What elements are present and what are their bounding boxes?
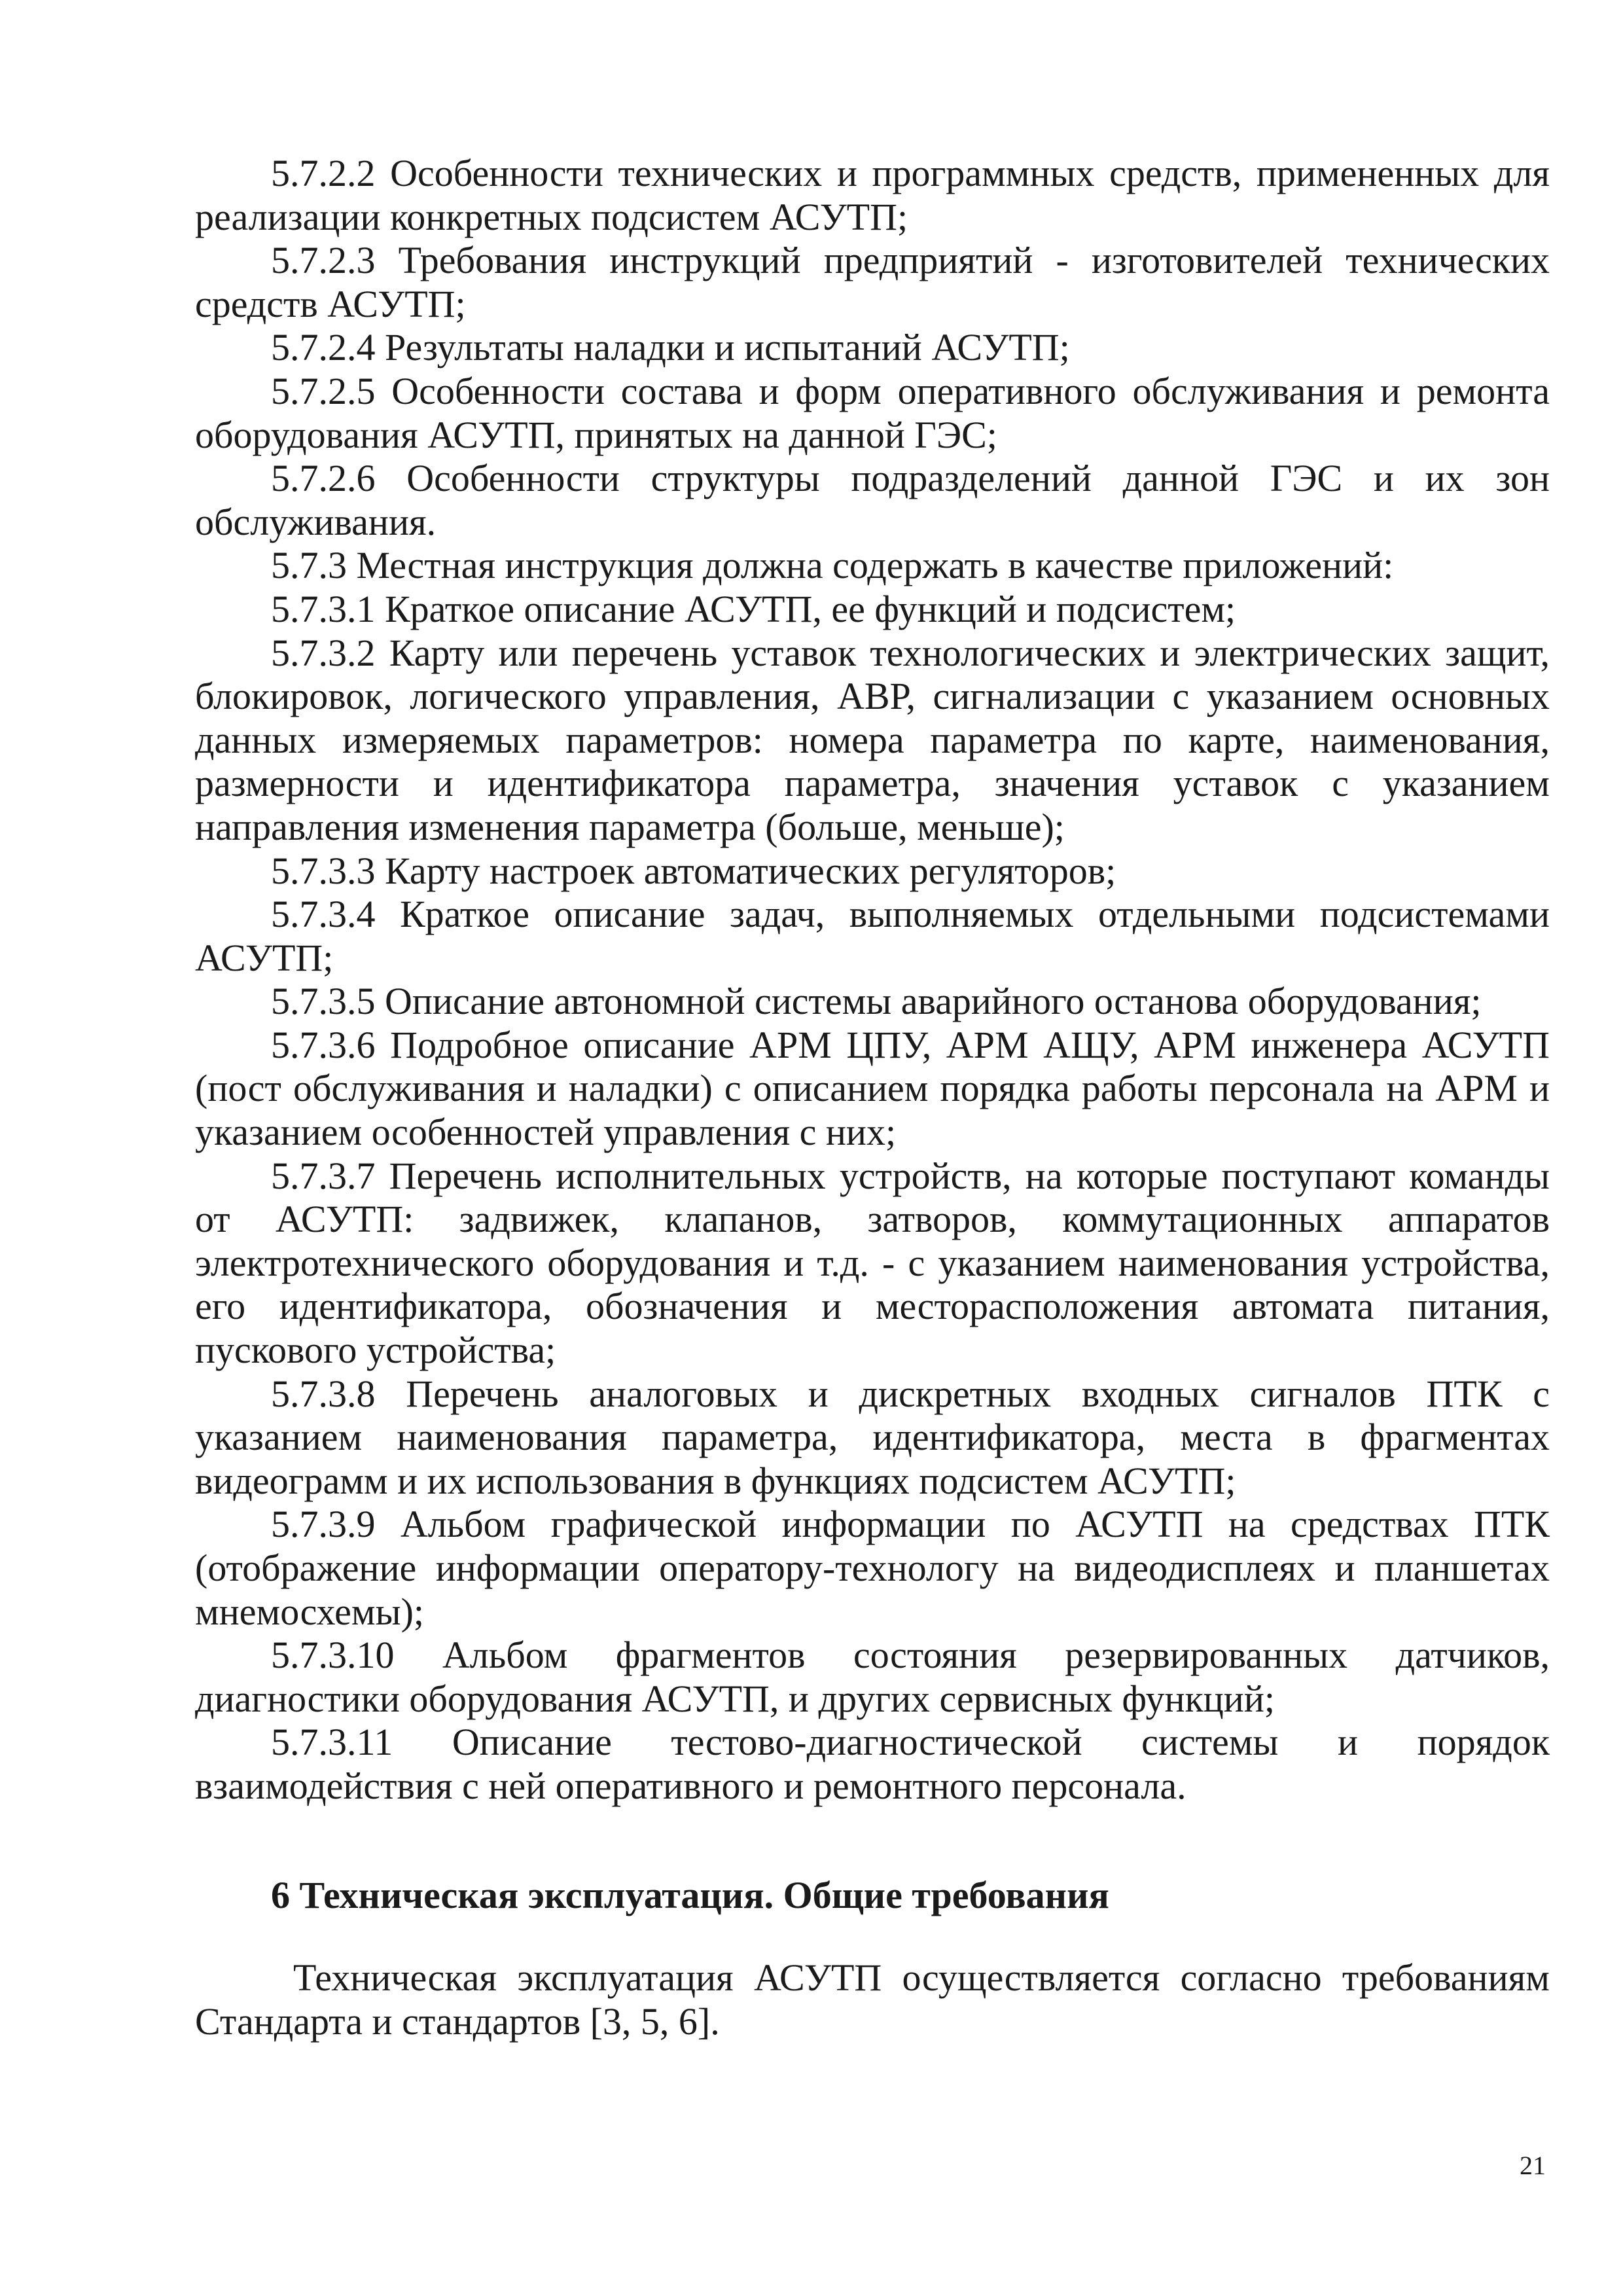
section-body-text: Техническая эксплуатация АСУТП осуществляется согласно требованиям Стандарта и стандартов [3, 5, 6]. <box>195 1956 1550 2043</box>
paragraph-5-7-3-5: 5.7.3.5 Описание автономной системы аварийного останова оборудования; <box>271 980 1482 1023</box>
paragraph-5-7-3-9: 5.7.3.9 Альбом графической информации по АСУТП на средствах ПТК (отображение информации оператору-технологу на видеодисплеях и планшетах мнемосхемы); <box>195 1503 1550 1633</box>
paragraph-5-7-2-4: 5.7.2.4 Результаты наладки и испытаний АСУТП; <box>271 326 1070 369</box>
paragraph-5-7-3-11: 5.7.3.11 Описание тестово-диагностической системы и порядок взаимодействия с ней оперативного и ремонтного персонала. <box>195 1721 1550 1807</box>
paragraph-5-7-3-1: 5.7.3.1 Краткое описание АСУТП, ее функций и подсистем; <box>271 587 1236 630</box>
paragraph-5-7-2-5: 5.7.2.5 Особенности состава и форм оперативного обслуживания и ремонта оборудования АСУТП, принятых на данной ГЭС; <box>195 369 1550 456</box>
paragraph-5-7-2-6: 5.7.2.6 Особенности структуры подразделений данной ГЭС и их зон обслуживания. <box>195 457 1550 543</box>
paragraph-5-7-3-8: 5.7.3.8 Перечень аналоговых и дискретных входных сигналов ПТК с указанием наименования параметра, идентификатора, места в фрагментах видеограмм и их использования в функциях подсистем АСУТП; <box>195 1372 1550 1502</box>
section-heading: 6 Техническая эксплуатация. Общие требования <box>271 1873 1109 1916</box>
paragraph-5-7-2-2: 5.7.2.2 Особенности технических и программных средств, примененных для реализации конкретных подсистем АСУТП; <box>195 152 1550 238</box>
paragraph-5-7-3-7: 5.7.3.7 Перечень исполнительных устройств, на которые поступают команды от АСУТП: задвижек, клапанов, затворов, коммутационных аппаратов электротехнического оборудования и т.д. - с указанием наименования устройства, его идентификатора, обозначения и месторасположения автомата питания, пускового устройства; <box>195 1154 1550 1372</box>
paragraph-5-7-2-3: 5.7.2.3 Требования инструкций предприятий - изготовителей технических средств АСУТП; <box>195 239 1550 325</box>
page-number: 21 <box>1520 2151 1546 2180</box>
paragraph-5-7-3-10: 5.7.3.10 Альбом фрагментов состояния резервированных датчиков, диагностики оборудования АСУТП, и других сервисных функций; <box>195 1634 1550 1720</box>
paragraph-5-7-3-2: 5.7.3.2 Карту или перечень уставок технологических и электрических защит, блокировок, логического управления, АВР, сигнализации с указанием основных данных измеряемых параметров: номера параметра по карте, наименования, размерности и идентификатора параметра, значения уставок с указанием направления изменения параметра (больше, меньше); <box>195 631 1550 848</box>
paragraph-5-7-3-6: 5.7.3.6 Подробное описание АРМ ЦПУ, АРМ АЩУ, АРМ инженера АСУТП (пост обслуживания и наладки) с описанием порядка работы персонала на АРМ и указанием особенностей управления с них; <box>195 1023 1550 1154</box>
paragraph-5-7-3-4: 5.7.3.4 Краткое описание задач, выполняемых отдельными подсистемами АСУТП; <box>195 893 1550 979</box>
page-content <box>195 152 1550 2043</box>
paragraph-5-7-3: 5.7.3 Местная инструкция должна содержать в качестве приложений: <box>271 544 1394 587</box>
paragraph-5-7-3-3: 5.7.3.3 Карту настроек автоматических регуляторов; <box>271 849 1116 892</box>
